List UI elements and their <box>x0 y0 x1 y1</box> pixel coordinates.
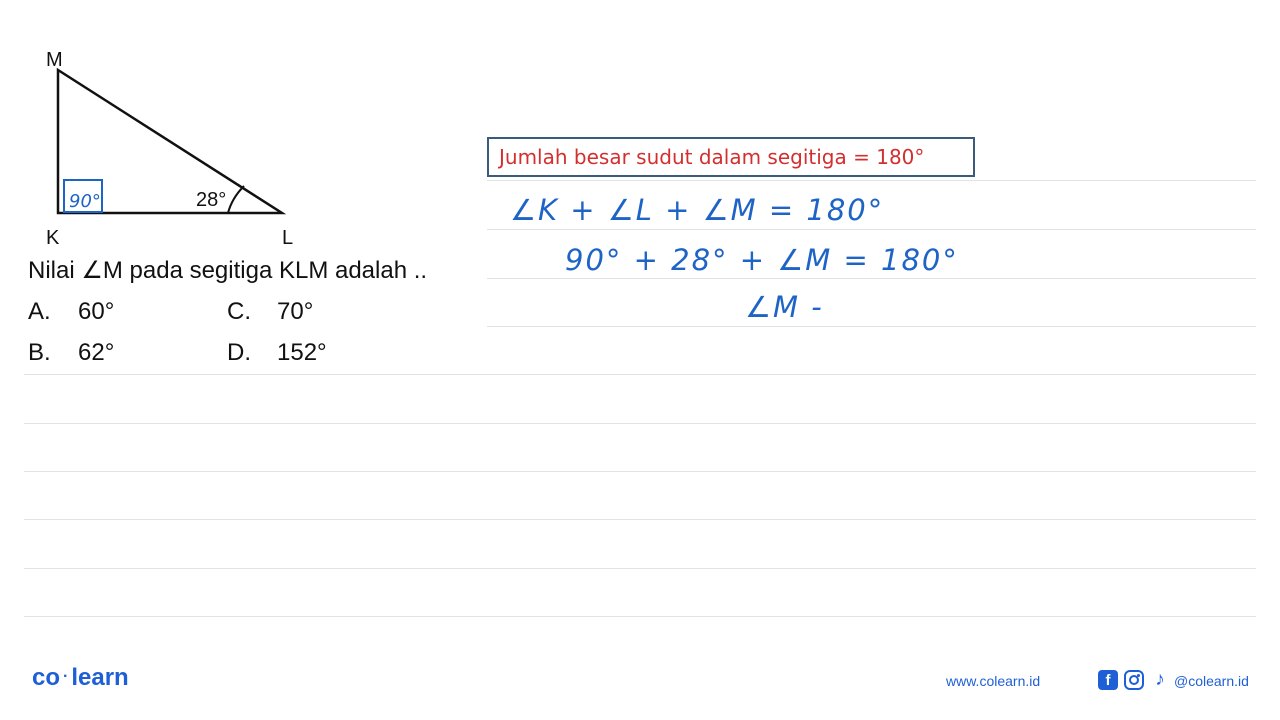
ruled-line <box>24 616 1256 617</box>
option-value: 62° <box>78 339 115 366</box>
facebook-icon[interactable]: f <box>1098 670 1118 690</box>
solution-step-2: 90° + 28° + ∠M = 180° <box>565 243 959 277</box>
option-value: 152° <box>277 339 327 366</box>
ruled-line <box>24 568 1256 569</box>
option-value: 60° <box>78 298 115 325</box>
option-letter: C. <box>227 298 251 325</box>
option-letter: A. <box>28 298 51 325</box>
ruled-line <box>24 423 1256 424</box>
ruled-line <box>487 180 1256 181</box>
option-value: 70° <box>277 298 314 325</box>
right-angle-mark-label: 90° <box>69 191 101 212</box>
option-letter: B. <box>28 339 51 366</box>
tiktok-icon[interactable]: ♪ <box>1155 669 1165 690</box>
solution-step-1: ∠K + ∠L + ∠M = 180° <box>510 193 885 227</box>
ruled-line <box>24 374 1256 375</box>
angle-sum-rule-box: Jumlah besar sudut dalam segitiga = 180° <box>487 137 975 177</box>
instagram-icon[interactable] <box>1124 670 1144 690</box>
logo-dot: · <box>63 668 69 685</box>
ruled-line <box>487 229 1256 230</box>
option-c[interactable] <box>227 298 314 326</box>
vertex-label-m: M <box>46 49 63 71</box>
triangle-diagram <box>0 0 480 250</box>
website-link[interactable]: www.colearn.id <box>946 673 1041 689</box>
angle-l-label: 28° <box>196 189 227 211</box>
option-d[interactable] <box>227 339 327 367</box>
ruled-line <box>24 519 1256 520</box>
ruled-line <box>487 326 1256 327</box>
vertex-label-l: L <box>282 227 294 249</box>
vertex-label-k: K <box>46 227 60 249</box>
option-b[interactable] <box>28 339 115 367</box>
social-handle[interactable]: @colearn.id <box>1174 673 1249 689</box>
ruled-line <box>24 471 1256 472</box>
ruled-line <box>487 278 1256 279</box>
logo-text-learn: learn <box>71 664 129 691</box>
option-a[interactable] <box>28 298 115 326</box>
question-text: Nilai ∠M pada segitiga KLM adalah .. <box>28 257 428 284</box>
colearn-logo[interactable] <box>32 664 129 692</box>
logo-text-co: co <box>32 664 61 691</box>
solution-step-3: ∠M - <box>745 290 824 324</box>
angle-l-arc <box>228 186 244 213</box>
option-letter: D. <box>227 339 251 366</box>
